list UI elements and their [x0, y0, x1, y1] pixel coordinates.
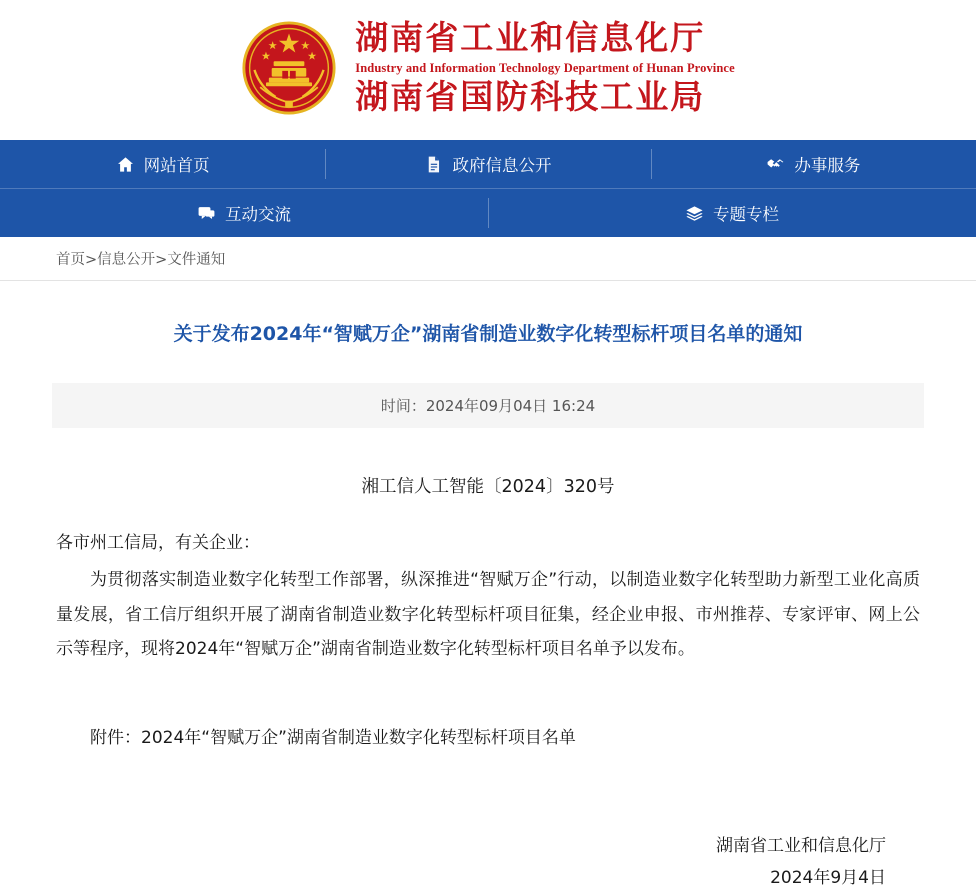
- nav-item-services[interactable]: [651, 140, 976, 188]
- main-navigation: [0, 140, 976, 237]
- nav-item-government-info[interactable]: [325, 140, 650, 188]
- signer-name: 湖南省工业和信息化厅: [716, 836, 886, 857]
- attachment-line[interactable]: 附件：2024年“智赋万企”湖南省制造业数字化转型标杆项目名单: [90, 728, 576, 749]
- header-titles: [355, 19, 734, 117]
- site-header: [0, 0, 976, 140]
- signoff-block: [56, 830, 920, 895]
- body-paragraph: 为贯彻落实制造业数字化转型工作部署，纵深推进“智赋万企”行动，以制造业数字化转型助力新型工业化高质量发展，省工信厅组织开展了湖南省制造业数字化转型标杆项目征集，经企业申报、市州推荐、专家评审、网上公示等程序，现将2024年“智赋万企”湖南省制造业数字化转型标杆项目名单予以发布。: [56, 569, 920, 660]
- salutation: 各市州工信局，有关企业：: [56, 532, 260, 553]
- layers-icon: [685, 204, 704, 223]
- home-icon: [116, 155, 135, 174]
- breadcrumb-bar: [0, 237, 976, 281]
- nav-item-label: 网站首页: [143, 156, 210, 175]
- nav-item-label: 互动交流: [225, 205, 291, 224]
- breadcrumb[interactable]: 首页>信息公开>文件通知: [56, 252, 226, 268]
- nav-row-secondary: [0, 188, 976, 237]
- nav-item-interaction[interactable]: [0, 189, 488, 237]
- nav-row-primary: [0, 140, 976, 188]
- article-body: [52, 428, 924, 895]
- document-number: 湘工信人工智能〔2024〕320号: [361, 476, 615, 497]
- handshake-icon: [766, 155, 785, 174]
- nav-item-home[interactable]: [0, 140, 325, 188]
- nav-item-label: 政府信息公开: [452, 156, 552, 175]
- nav-item-label: 办事服务: [794, 156, 861, 175]
- china-national-emblem-icon: [241, 20, 337, 116]
- nav-item-special-columns[interactable]: [488, 189, 976, 237]
- nav-item-label: 专题专栏: [713, 205, 779, 224]
- document-icon: [424, 155, 443, 174]
- article-container: [0, 294, 976, 895]
- department-title-en: Industry and Information Technology Department of Hunan Province: [355, 61, 735, 75]
- page-title: 关于发布2024年“智赋万企”湖南省制造业数字化转型标杆项目名单的通知: [173, 322, 803, 345]
- signer-date: 2024年9月4日: [770, 868, 886, 889]
- department-title-cn: 湖南省工业和信息化厅: [355, 18, 706, 58]
- article-meta-bar: 时间：2024年09月04日 16:24: [52, 383, 924, 428]
- bureau-title-cn: 湖南省国防科技工业局: [355, 77, 706, 116]
- chat-icon: [197, 204, 216, 223]
